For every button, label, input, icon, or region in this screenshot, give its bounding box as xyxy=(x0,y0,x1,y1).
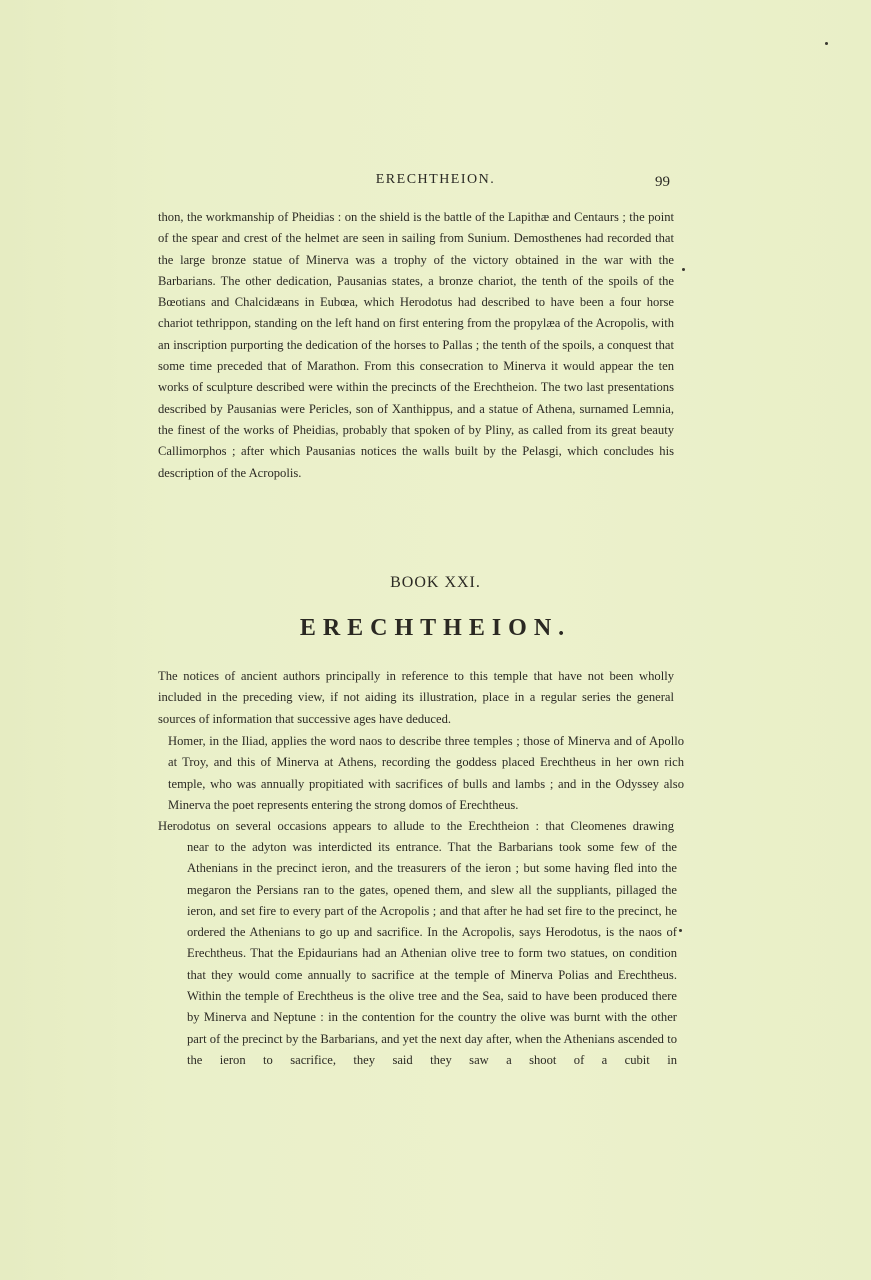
chapter-title: ERECHTHEION. xyxy=(299,615,572,641)
intro-paragraph: The notices of ancient authors principally in reference to this temple that have not been wholly included in the preceding view, if not aiding its illustration, place in a regular series the general sources of information that successive ages have deduced. xyxy=(158,669,674,726)
margin-speck xyxy=(825,42,828,45)
running-head: ERECHTHEION. xyxy=(375,172,496,187)
margin-speck xyxy=(682,268,685,271)
page-number: 99 xyxy=(655,174,670,190)
herodotus-paragraph-first-line: Herodotus on several occasions appears to allude to the Erechtheion : that Cleomenes drawing xyxy=(158,819,674,833)
book-label: BOOK XXI. xyxy=(390,574,481,591)
homer-paragraph: Homer, in the Iliad, applies the word naos to describe three temples ; those of Minerva and of Apollo at Troy, and this of Minerva at Athens, recording the goddess placed Erechtheus in her own rich temple, who was annually propitiated with sacrifices of bulls and lambs ; and in the Odyssey also Minerva the poet represents entering the strong domos of Erechtheus. xyxy=(168,734,684,812)
continued-paragraph: thon, the workmanship of Pheidias : on the shield is the battle of the Lapithæ and Centaurs ; the point of the spear and crest of the helmet are seen in sailing from Sunium. Demosthenes had recorded that the large bronze statue of Minerva was a trophy of the victory obtained in the war with the Barbarians. The other dedication, Pausanias states, a bronze chariot, the tenth of the spoils of the Bœotians and Chalcidæans in Eubœa, which Herodotus had described to have been a four horse chariot tethrippon, standing on the left hand on first entering from the propylæa of the Acropolis, with an inscription purporting the dedication of the horses to Pallas ; the tenth of the spoils, a conquest that some time preceded that of Marathon. From this consecration to Minerva it would appear the ten works of sculpture described were within the precincts of the Erechtheion. The two last presentations described by Pausanias were Pericles, son of Xanthippus, and a statue of Athena, surnamed Lemnia, the finest of the works of Pheidias, probably that spoken of by Pliny, as called from its great beauty Callimorphos ; after which Pausanias notices the walls built by the Pelasgi, which concludes his description of the Acropolis. xyxy=(158,210,674,480)
herodotus-paragraph-continued: near to the adyton was interdicted its entrance. That the Barbarians took some few of the Athenians in the precinct ieron, and the treasurers of the ieron ; but some having fled into the megaron the Persians ran to the gates, opened them, and slew all the suppliants, pillaged the ieron, and set fire to every part of the Acropolis ; and that after he had set fire to the precinct, he ordered the Athenians to go up and sacrifice. In the Acropolis, says Herodotus, is the naos of Erechtheus. That the Epidaurians had an Athenian olive tree to form two statues, on condition that they would come annually to sacrifice at the temple of Minerva Polias and Erechtheus. Within the temple of Erechtheus is the olive tree and the Sea, said to have been produced there by Minerva and Neptune : in the contention for the country the olive was burnt with the other part of the precinct by the Barbarians, and yet the next day after, when the Athenians ascended to the ieron to sacrifice, they said they saw a shoot of a cubit in xyxy=(187,840,677,1067)
margin-speck xyxy=(679,929,682,932)
